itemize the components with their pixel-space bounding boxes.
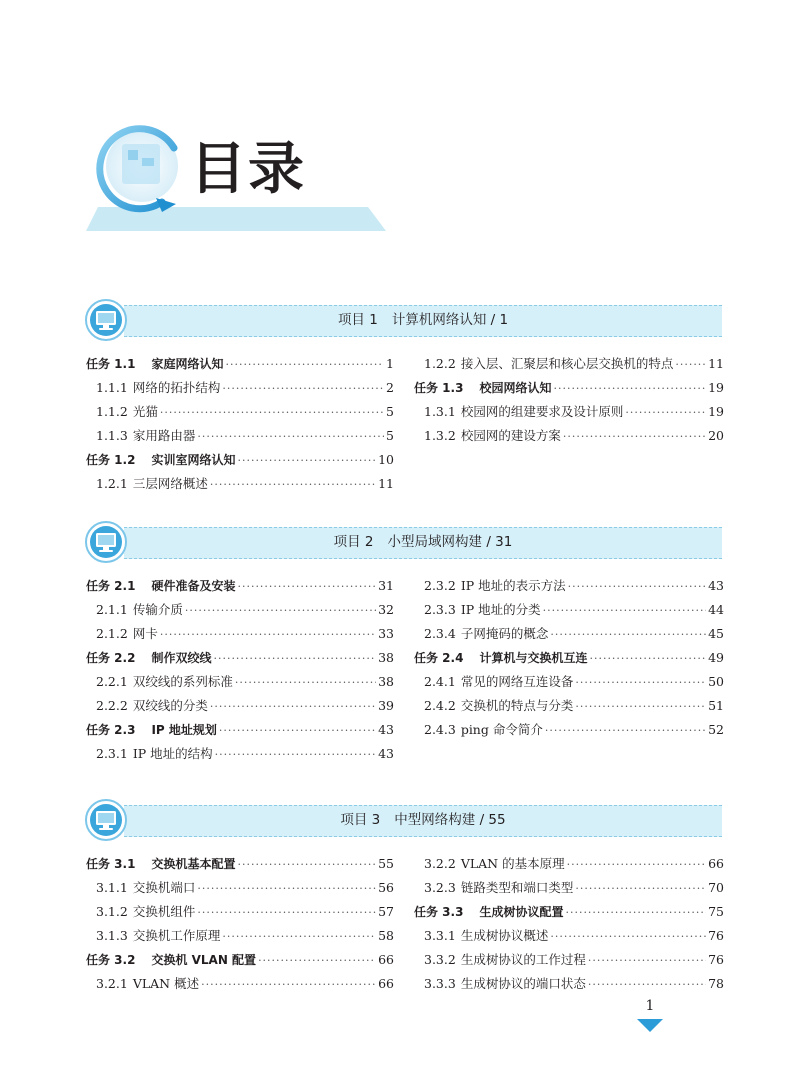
toc-subsection-entry[interactable] <box>414 694 724 718</box>
toc-subsection-entry[interactable] <box>86 742 394 766</box>
entry-label <box>424 424 561 448</box>
entry-page-number: 51 <box>708 698 724 713</box>
section-project-title: 中型网络构建 / 55 <box>394 812 506 828</box>
dot-leader <box>197 425 384 449</box>
toc-task-entry[interactable] <box>86 646 394 670</box>
entry-page-number: 20 <box>708 428 724 443</box>
entry-code: 任务 1.2 <box>86 453 136 467</box>
entry-code: 任务 2.3 <box>86 723 136 737</box>
entry-label <box>96 424 195 448</box>
entry-title: IP 地址的表示方法 <box>460 578 566 593</box>
entry-code: 2.2.2 <box>96 698 128 713</box>
toc-subsection-entry[interactable] <box>414 924 724 948</box>
entry-code: 任务 3.2 <box>86 953 136 967</box>
entry-title: 家用路由器 <box>132 428 196 443</box>
entry-title: 生成树协议的工作过程 <box>460 952 586 967</box>
entry-page-number: 43 <box>708 578 724 593</box>
entry-code: 2.3.1 <box>96 746 128 761</box>
section-project-title: 计算机网络认知 / 1 <box>391 312 509 328</box>
entry-label <box>414 376 551 400</box>
entry-label <box>424 694 573 718</box>
toc-section-project-3 <box>0 798 800 991</box>
toc-subsection-entry[interactable] <box>86 424 394 448</box>
entry-label <box>96 400 158 424</box>
entry-code: 1.1.3 <box>96 428 128 443</box>
dot-leader <box>588 949 706 973</box>
toc-subsection-entry[interactable] <box>414 424 724 448</box>
dot-leader <box>197 901 376 925</box>
dot-leader <box>197 877 376 901</box>
toc-subsection-entry[interactable] <box>86 400 394 424</box>
entry-code: 2.3.3 <box>424 602 456 617</box>
entry-code: 任务 1.1 <box>86 357 136 371</box>
entry-label <box>414 646 587 670</box>
dot-leader <box>237 853 376 877</box>
entry-title: 常见的网络互连设备 <box>460 674 574 689</box>
toc-section-project-1 <box>0 298 800 491</box>
entry-label <box>96 670 233 694</box>
toc-task-entry[interactable] <box>86 852 394 876</box>
entry-title: 网卡 <box>132 626 158 641</box>
entry-code: 2.1.1 <box>96 602 128 617</box>
entry-title: 双绞线的分类 <box>132 698 208 713</box>
page-title: 目录 <box>190 137 306 202</box>
entry-page-number: 11 <box>708 356 724 371</box>
entry-title: 双绞线的系列标准 <box>132 674 233 689</box>
dot-leader <box>563 425 706 449</box>
entry-code: 2.4.1 <box>424 674 456 689</box>
entry-title: 链路类型和端口类型 <box>460 880 574 895</box>
entry-title: 校园网络认知 <box>479 381 552 395</box>
dot-leader <box>565 901 706 925</box>
entry-label <box>424 924 548 948</box>
dot-leader <box>213 647 376 671</box>
toc-task-entry[interactable] <box>86 718 394 742</box>
entry-title: IP 地址规划 <box>151 723 217 737</box>
entry-page-number: 58 <box>378 928 394 943</box>
entry-page-number: 49 <box>708 650 724 665</box>
entry-page-number: 45 <box>708 626 724 641</box>
dot-leader <box>160 401 384 425</box>
toc-subsection-entry[interactable] <box>414 948 724 972</box>
dot-leader <box>235 671 376 695</box>
section-project-label: 项目 3 <box>340 812 381 828</box>
entry-page-number: 33 <box>378 626 394 641</box>
toc-subsection-entry[interactable] <box>86 876 394 900</box>
entry-title: 硬件准备及安装 <box>151 579 236 593</box>
entry-title: VLAN 的基本原理 <box>460 856 565 871</box>
toc-subsection-entry[interactable] <box>86 598 394 622</box>
toc-task-entry[interactable] <box>86 352 394 376</box>
entry-code: 1.3.1 <box>424 404 456 419</box>
entry-title: 交换机端口 <box>132 880 196 895</box>
dot-leader <box>545 719 706 743</box>
entry-code: 3.2.2 <box>424 856 456 871</box>
entry-title: 计算机与交换机互连 <box>479 651 588 665</box>
section-title[interactable] <box>124 305 722 335</box>
dot-leader <box>550 925 706 949</box>
entry-label <box>424 670 573 694</box>
entry-code: 1.1.1 <box>96 380 128 395</box>
toc-column-left <box>86 852 394 996</box>
page-marker-triangle-icon <box>637 1019 663 1032</box>
entry-code: 任务 2.4 <box>414 651 464 665</box>
entry-label <box>96 598 183 622</box>
entry-label <box>424 972 586 996</box>
entry-code: 1.2.2 <box>424 356 456 371</box>
computer-monitor-icon <box>84 798 128 842</box>
entry-title: 生成树协议配置 <box>479 905 564 919</box>
entry-code: 3.3.1 <box>424 928 456 943</box>
entry-code: 3.1.2 <box>96 904 128 919</box>
toc-subsection-entry[interactable] <box>86 900 394 924</box>
toc-subsection-entry[interactable] <box>414 352 724 376</box>
dot-leader <box>258 949 376 973</box>
computer-monitor-icon <box>84 520 128 564</box>
entry-label <box>86 852 235 876</box>
entry-page-number: 78 <box>708 976 724 991</box>
dot-leader <box>219 719 376 743</box>
entry-label <box>96 924 220 948</box>
entry-page-number: 32 <box>378 602 394 617</box>
entry-title: ping 命令简介 <box>460 722 543 737</box>
entry-code: 2.2.1 <box>96 674 128 689</box>
entry-page-number: 76 <box>708 952 724 967</box>
section-project-title: 小型局域网构建 / 31 <box>387 534 513 550</box>
entry-label <box>424 852 565 876</box>
toc-subsection-entry[interactable] <box>414 852 724 876</box>
toc-subsection-entry[interactable] <box>414 598 724 622</box>
entry-code: 2.3.2 <box>424 578 456 593</box>
section-title[interactable] <box>124 527 722 557</box>
entry-code: 3.1.3 <box>96 928 128 943</box>
entry-code: 任务 1.3 <box>414 381 464 395</box>
toc-section-project-2 <box>0 520 800 761</box>
toc-subsection-entry[interactable] <box>86 924 394 948</box>
section-header <box>0 298 800 342</box>
dot-leader <box>201 973 376 997</box>
toc-task-entry[interactable] <box>86 574 394 598</box>
entry-label <box>424 718 543 742</box>
toc-column-right <box>414 352 724 448</box>
entry-label <box>424 948 586 972</box>
toc-column-right <box>414 574 724 742</box>
toc-subsection-entry[interactable] <box>86 972 394 996</box>
entry-title: 三层网络概述 <box>132 476 208 491</box>
dot-leader <box>588 973 706 997</box>
toc-task-entry[interactable] <box>414 900 724 924</box>
entry-label <box>86 948 256 972</box>
entry-code: 3.2.1 <box>96 976 128 991</box>
entry-title: 交换机组件 <box>132 904 196 919</box>
entry-code: 任务 3.3 <box>414 905 464 919</box>
entry-title: 生成树协议概述 <box>460 928 549 943</box>
entry-page-number: 31 <box>378 578 394 593</box>
entry-title: IP 地址的结构 <box>132 746 213 761</box>
entry-code: 3.2.3 <box>424 880 456 895</box>
entry-page-number: 75 <box>708 904 724 919</box>
dot-leader <box>237 449 376 473</box>
entry-title: 交换机的特点与分类 <box>460 698 574 713</box>
entry-page-number: 44 <box>708 602 724 617</box>
entry-title: 交换机 VLAN 配置 <box>151 953 257 967</box>
toc-subsection-entry[interactable] <box>414 670 724 694</box>
entry-label <box>96 900 195 924</box>
entry-title: 校园网的组建要求及设计原则 <box>460 404 624 419</box>
entry-label <box>424 876 573 900</box>
entry-title: 交换机基本配置 <box>151 857 236 871</box>
toc-task-entry[interactable] <box>414 646 724 670</box>
entry-title: IP 地址的分类 <box>460 602 541 617</box>
entry-page-number: 66 <box>708 856 724 871</box>
toc-column-right <box>414 852 724 996</box>
toc-title-block <box>0 0 800 240</box>
toc-subsection-entry[interactable] <box>86 376 394 400</box>
toc-task-entry[interactable] <box>86 948 394 972</box>
entry-label <box>96 472 208 496</box>
entry-page-number: 43 <box>378 746 394 761</box>
dot-leader <box>675 353 706 377</box>
toc-subsection-entry[interactable] <box>414 574 724 598</box>
entry-title: 光猫 <box>132 404 158 419</box>
entry-code: 任务 2.1 <box>86 579 136 593</box>
dot-leader <box>225 353 384 377</box>
entry-code: 任务 3.1 <box>86 857 136 871</box>
dot-leader <box>553 377 706 401</box>
section-project-label: 项目 1 <box>337 312 378 328</box>
entry-title: 生成树协议的端口状态 <box>460 976 586 991</box>
entry-code: 3.3.2 <box>424 952 456 967</box>
entry-label <box>96 376 220 400</box>
entry-title: 接入层、汇聚层和核心层交换机的特点 <box>460 356 674 371</box>
entry-code: 2.1.2 <box>96 626 128 641</box>
entry-page-number: 52 <box>708 722 724 737</box>
toc-task-entry[interactable] <box>414 376 724 400</box>
entry-label <box>424 622 548 646</box>
entry-label <box>424 598 541 622</box>
entry-title: 交换机工作原理 <box>132 928 221 943</box>
entry-page-number: 38 <box>378 674 394 689</box>
entry-label <box>96 876 195 900</box>
entry-page-number: 38 <box>378 650 394 665</box>
entry-page-number: 19 <box>708 380 724 395</box>
entry-label <box>86 574 235 598</box>
entry-label <box>96 622 158 646</box>
toc-subsection-entry[interactable] <box>414 876 724 900</box>
entry-label <box>96 694 208 718</box>
entry-label <box>96 742 213 766</box>
entry-title: 校园网的建设方案 <box>460 428 561 443</box>
entry-page-number: 66 <box>378 976 394 991</box>
entry-code: 2.3.4 <box>424 626 456 641</box>
entry-page-number: 56 <box>378 880 394 895</box>
toc-subsection-entry[interactable] <box>414 400 724 424</box>
toc-column-left <box>86 352 394 496</box>
toc-column-left <box>86 574 394 766</box>
toc-task-entry[interactable] <box>86 448 394 472</box>
entry-page-number: 11 <box>378 476 394 491</box>
entry-label <box>424 400 623 424</box>
entry-title: VLAN 概述 <box>132 976 200 991</box>
entry-label <box>86 646 211 670</box>
entry-page-number: 43 <box>378 722 394 737</box>
dot-leader <box>575 671 706 695</box>
entry-page-number: 57 <box>378 904 394 919</box>
dot-leader <box>237 575 376 599</box>
title-ring-icon <box>92 118 188 218</box>
entry-page-number: 70 <box>708 880 724 895</box>
toc-subsection-entry[interactable] <box>86 472 394 496</box>
dot-leader <box>625 401 706 425</box>
dot-leader <box>567 853 707 877</box>
entry-label <box>424 352 673 376</box>
section-header <box>0 798 800 842</box>
dot-leader <box>215 743 376 767</box>
entry-title: 子网掩码的概念 <box>460 626 549 641</box>
entry-label <box>96 972 199 996</box>
dot-leader <box>222 377 384 401</box>
section-project-label: 项目 2 <box>333 534 374 550</box>
dot-leader <box>550 623 706 647</box>
entry-label <box>424 574 566 598</box>
dot-leader <box>185 599 376 623</box>
dot-leader <box>589 647 706 671</box>
entry-title: 网络的拓扑结构 <box>132 380 221 395</box>
entry-code: 3.3.3 <box>424 976 456 991</box>
entry-title: 制作双绞线 <box>151 651 212 665</box>
toc-subsection-entry[interactable] <box>414 972 724 996</box>
dot-leader <box>210 695 376 719</box>
toc-subsection-entry[interactable] <box>86 694 394 718</box>
entry-page-number: 10 <box>378 452 394 467</box>
entry-title: 家庭网络认知 <box>151 357 224 371</box>
toc-subsection-entry[interactable] <box>414 718 724 742</box>
entry-page-number: 5 <box>386 428 394 443</box>
dot-leader <box>210 473 376 497</box>
toc-subsection-entry[interactable] <box>414 622 724 646</box>
dot-leader <box>222 925 376 949</box>
dot-leader <box>568 575 706 599</box>
section-title[interactable] <box>124 805 722 835</box>
entry-label <box>414 900 563 924</box>
computer-monitor-icon <box>84 298 128 342</box>
entry-page-number: 66 <box>378 952 394 967</box>
dot-leader <box>575 695 706 719</box>
entry-code: 2.4.3 <box>424 722 456 737</box>
entry-code: 2.4.2 <box>424 698 456 713</box>
entry-label <box>86 448 235 472</box>
dot-leader <box>543 599 706 623</box>
entry-page-number: 39 <box>378 698 394 713</box>
entry-page-number: 5 <box>386 404 394 419</box>
toc-subsection-entry[interactable] <box>86 670 394 694</box>
entry-page-number: 50 <box>708 674 724 689</box>
entry-label <box>86 718 217 742</box>
entry-code: 1.3.2 <box>424 428 456 443</box>
section-header <box>0 520 800 564</box>
page-number: 1 <box>645 998 655 1014</box>
entry-page-number: 1 <box>386 356 394 371</box>
toc-subsection-entry[interactable] <box>86 622 394 646</box>
entry-page-number: 19 <box>708 404 724 419</box>
entry-page-number: 2 <box>386 380 394 395</box>
entry-page-number: 76 <box>708 928 724 943</box>
entry-title: 实训室网络认知 <box>151 453 236 467</box>
dot-leader <box>575 877 706 901</box>
dot-leader <box>160 623 376 647</box>
entry-code: 3.1.1 <box>96 880 128 895</box>
entry-code: 任务 2.2 <box>86 651 136 665</box>
entry-code: 1.2.1 <box>96 476 128 491</box>
entry-title: 传输介质 <box>132 602 183 617</box>
entry-label <box>86 352 223 376</box>
entry-code: 1.1.2 <box>96 404 128 419</box>
entry-page-number: 55 <box>378 856 394 871</box>
